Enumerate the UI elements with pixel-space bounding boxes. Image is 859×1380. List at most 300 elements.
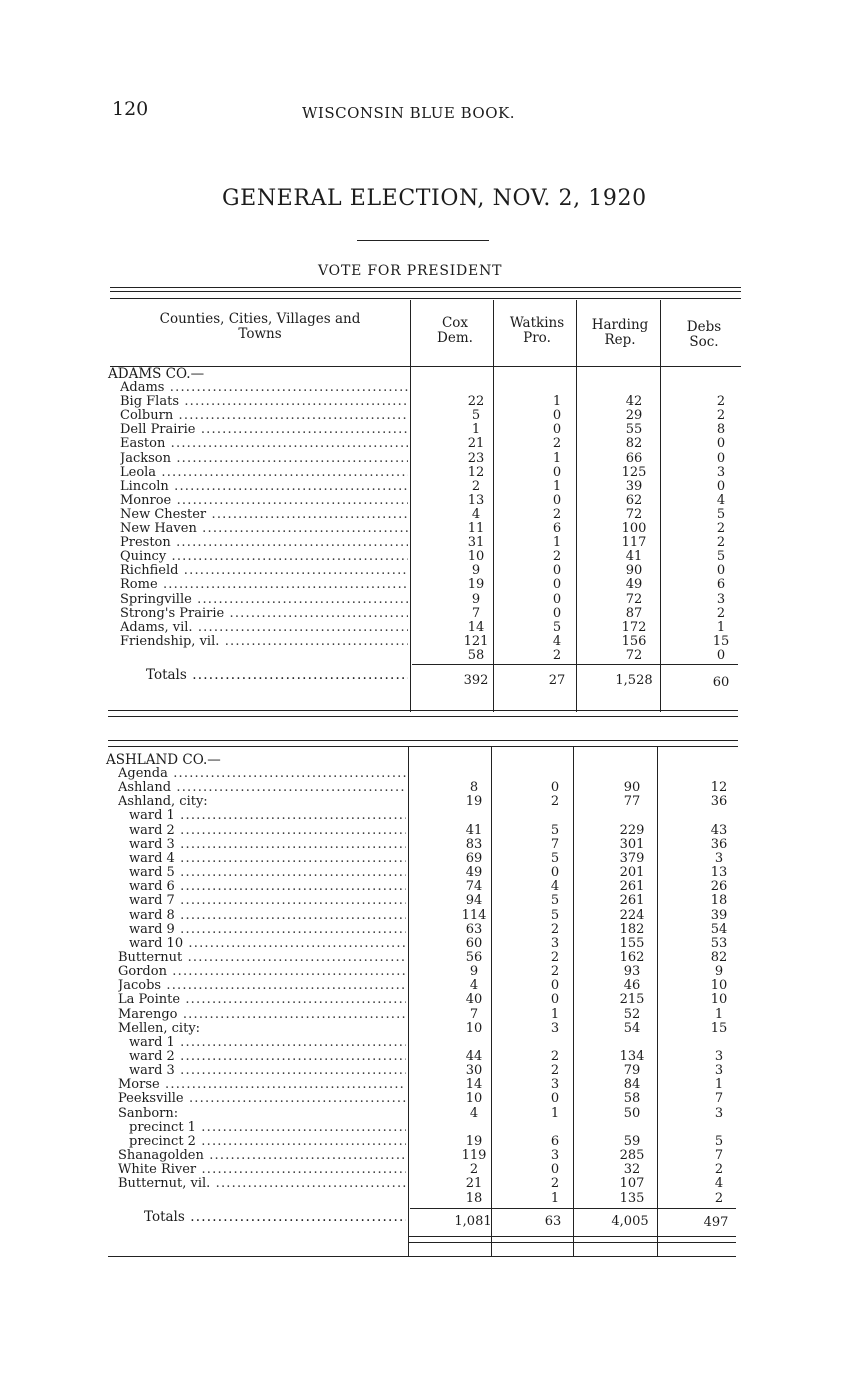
place-name: ward 3 .....	[129, 838, 406, 852]
totals-label: Totals .....	[144, 1210, 406, 1224]
cox-votes: 14	[465, 1077, 483, 1093]
watkins-header-party: Pro.	[523, 330, 551, 346]
place-name: Springville .....	[120, 593, 408, 607]
cox-votes: 22	[467, 394, 485, 410]
place-column-header	[140, 312, 380, 342]
debs-votes: 54	[710, 921, 728, 937]
watkins-votes: 1	[550, 1105, 560, 1121]
cox-votes: 11	[467, 521, 485, 536]
table-row	[0, 564, 859, 578]
table-bottom-rule	[108, 1256, 736, 1257]
debs-votes: 2	[716, 394, 726, 410]
cox-votes: 18	[465, 1190, 483, 1206]
debs-total: 497	[703, 1215, 729, 1230]
table-row	[0, 536, 859, 550]
cox-votes: 13	[467, 492, 485, 508]
cox-votes: 63	[465, 921, 483, 937]
header-bottom-rule	[110, 366, 741, 367]
watkins-votes: 4	[552, 633, 562, 649]
watkins-header-name: Watkins	[509, 315, 565, 331]
debs-votes: 5	[714, 1133, 724, 1149]
cox-votes: 60	[465, 935, 483, 951]
cox-votes: 5	[471, 408, 481, 424]
place-name: Easton .....	[120, 437, 408, 451]
watkins-votes: 6	[552, 521, 562, 536]
place-name: ward 2 .....	[129, 824, 406, 838]
title-rule	[357, 240, 489, 241]
place-name: Richfield .....	[120, 564, 408, 578]
table-row	[0, 649, 859, 663]
place-name: Colburn .....	[120, 409, 408, 423]
table-row	[0, 880, 859, 894]
table-row	[0, 1135, 859, 1149]
cox-votes: 31	[467, 535, 485, 551]
table-row	[0, 781, 859, 795]
cox-votes: 94	[465, 893, 483, 909]
cox-votes: 44	[465, 1049, 483, 1064]
debs-votes: 7	[714, 1148, 724, 1164]
harding-votes: 41	[625, 549, 643, 565]
cox-votes: 23	[467, 450, 485, 466]
watkins-votes: 2	[552, 549, 562, 565]
harding-votes: 52	[623, 1006, 641, 1022]
debs-votes: 4	[714, 1176, 724, 1192]
debs-votes: 5	[716, 506, 726, 522]
harding-votes: 82	[625, 436, 643, 452]
harding-votes: 54	[623, 1020, 641, 1036]
debs-votes: 15	[710, 1020, 728, 1036]
place-header-line1: Counties, Cities, Villages and	[159, 311, 361, 327]
debs-votes: 26	[710, 879, 728, 895]
table-row	[0, 937, 859, 951]
harding-votes: 79	[623, 1063, 641, 1079]
place-name: Butternut, vil. .....	[118, 1177, 406, 1191]
debs-votes: 2	[714, 1190, 724, 1206]
debs-votes: 8	[716, 422, 726, 438]
cox-column-header	[420, 316, 490, 346]
place-name: Leola .....	[120, 466, 408, 480]
cox-votes: 41	[465, 822, 483, 838]
place-name: Ashland .....	[118, 781, 406, 795]
debs-votes: 82	[710, 949, 728, 965]
table-row	[0, 767, 859, 781]
harding-votes: 84	[623, 1077, 641, 1093]
place-name: Preston .....	[120, 536, 408, 550]
debs-votes: 4	[716, 492, 726, 508]
debs-votes: 10	[710, 978, 728, 994]
cox-votes: 40	[465, 992, 483, 1008]
place-name: Dell Prairie .....	[120, 423, 408, 437]
harding-votes: 215	[619, 992, 645, 1008]
harding-votes: 379	[619, 850, 645, 866]
table-row	[0, 578, 859, 592]
place-name: ward 9 .....	[129, 923, 406, 937]
place-name: ward 3 .....	[129, 1064, 406, 1078]
running-head: WISCONSIN BLUE BOOK.	[302, 104, 516, 122]
harding-votes: 93	[623, 964, 641, 980]
debs-votes: 18	[710, 893, 728, 909]
cox-votes: 9	[471, 563, 481, 579]
harding-votes: 62	[625, 492, 643, 508]
debs-votes: 2	[714, 1162, 724, 1178]
harding-total: 1,528	[615, 673, 653, 688]
section-bottom-rule-2	[408, 1242, 736, 1243]
cox-votes: 7	[471, 605, 481, 621]
cox-votes: 2	[471, 478, 481, 494]
cox-votes: 69	[465, 850, 483, 866]
debs-votes: 13	[710, 865, 728, 881]
watkins-votes: 2	[552, 647, 562, 663]
watkins-votes: 2	[550, 794, 560, 810]
place-name: Jackson .....	[120, 452, 408, 466]
place-name: ward 1 .....	[129, 809, 406, 823]
debs-header-name: Debs	[686, 319, 722, 335]
totals-rule	[412, 664, 738, 665]
harding-votes: 29	[625, 408, 643, 424]
watkins-votes: 3	[550, 1148, 560, 1164]
cox-votes: 19	[467, 577, 485, 593]
debs-votes: 2	[716, 408, 726, 424]
table-row	[0, 607, 859, 621]
cox-votes: 4	[471, 506, 481, 522]
watkins-votes: 4	[550, 879, 560, 895]
harding-column-header	[582, 318, 658, 348]
watkins-total: 63	[544, 1214, 562, 1229]
debs-votes: 3	[714, 1063, 724, 1079]
harding-votes: 72	[625, 506, 643, 522]
table-row	[0, 1078, 859, 1092]
place-name: Butternut .....	[118, 951, 406, 965]
place-name: ward 6 .....	[129, 880, 406, 894]
table-row	[0, 395, 859, 409]
table-row	[0, 795, 859, 809]
section-top-rule-2	[108, 746, 738, 747]
debs-votes: 53	[710, 935, 728, 951]
harding-votes: 201	[619, 865, 645, 881]
debs-votes: 3	[714, 850, 724, 866]
totals-rule	[410, 1208, 736, 1209]
place-name: Mellen, city:	[118, 1021, 201, 1036]
debs-column-header	[668, 320, 740, 350]
cox-votes: 49	[465, 865, 483, 881]
table-row	[0, 1092, 859, 1106]
place-name: ward 1 .....	[129, 1036, 406, 1050]
debs-votes: 0	[716, 563, 726, 579]
harding-votes: 90	[625, 563, 643, 579]
place-name: precinct 1 .....	[129, 1121, 406, 1135]
place-name: Morse .....	[118, 1078, 406, 1092]
section-top-rule	[108, 740, 738, 741]
debs-votes: 6	[716, 577, 726, 593]
cox-votes: 56	[465, 949, 483, 965]
harding-total: 4,005	[611, 1214, 649, 1229]
harding-votes: 32	[623, 1162, 641, 1178]
cox-votes: 9	[469, 964, 479, 980]
harding-header-name: Harding	[591, 317, 649, 333]
cox-votes: 19	[465, 794, 483, 810]
watkins-votes: 5	[550, 907, 560, 923]
debs-votes: 3	[714, 1049, 724, 1064]
debs-votes: 1	[716, 619, 726, 635]
cox-votes: 1	[471, 422, 481, 438]
table-row	[0, 466, 859, 480]
watkins-votes: 1	[550, 1006, 560, 1022]
place-name: precinct 2 .....	[129, 1135, 406, 1149]
harding-votes: 285	[619, 1148, 645, 1164]
ashland-totals-row	[0, 1210, 859, 1230]
place-name: New Haven .....	[120, 522, 408, 536]
table-top-rule-2	[110, 291, 741, 292]
place-name: Jacobs .....	[118, 979, 406, 993]
debs-header-party: Soc.	[689, 334, 719, 350]
cox-votes: 19	[465, 1133, 483, 1149]
place-name: Big Flats .....	[120, 395, 408, 409]
debs-votes: 2	[716, 535, 726, 551]
cox-votes: 12	[467, 464, 485, 480]
place-name: Strong's Prairie .....	[120, 607, 408, 621]
watkins-votes: 2	[550, 1063, 560, 1079]
page-title: GENERAL ELECTION, NOV. 2, 1920	[222, 186, 647, 211]
table-row	[0, 1050, 859, 1064]
cox-votes: 30	[465, 1063, 483, 1079]
debs-votes: 0	[716, 450, 726, 466]
cox-votes: 58	[467, 647, 485, 663]
cox-votes: 10	[467, 549, 485, 565]
place-name: Friendship, vil. .....	[120, 635, 408, 649]
cox-votes: 83	[465, 836, 483, 852]
table-row	[0, 621, 859, 635]
watkins-votes: 1	[552, 535, 562, 551]
place-name: La Pointe .....	[118, 993, 406, 1007]
cox-votes: 74	[465, 879, 483, 895]
debs-votes: 1	[714, 1006, 724, 1022]
harding-votes: 155	[619, 935, 645, 951]
place-name: Marengo .....	[118, 1008, 406, 1022]
place-name: ward 4 .....	[129, 852, 406, 866]
debs-votes: 39	[710, 907, 728, 923]
place-name: ward 5 .....	[129, 866, 406, 880]
table-top-rule	[110, 287, 741, 288]
table-row	[0, 1121, 859, 1135]
debs-votes: 2	[716, 605, 726, 621]
harding-votes: 66	[625, 450, 643, 466]
place-name: Rome .....	[120, 578, 408, 592]
harding-votes: 162	[619, 949, 645, 965]
place-name: Adams, vil. .....	[120, 621, 408, 635]
watkins-votes: 0	[552, 464, 562, 480]
cox-votes: 121	[463, 633, 489, 649]
county-name-adams: ADAMS CO.—	[108, 366, 205, 382]
debs-votes: 0	[716, 478, 726, 494]
watkins-votes: 5	[552, 619, 562, 635]
watkins-votes: 0	[550, 978, 560, 994]
place-name: White River .....	[118, 1163, 406, 1177]
harding-votes: 125	[621, 464, 647, 480]
debs-votes: 9	[714, 964, 724, 980]
watkins-votes: 2	[550, 964, 560, 980]
harding-votes: 72	[625, 591, 643, 607]
cox-header-party: Dem.	[437, 330, 473, 346]
debs-votes: 2	[716, 521, 726, 536]
cox-votes: 2	[469, 1162, 479, 1178]
place-name: Lincoln .....	[120, 480, 408, 494]
table-row	[0, 522, 859, 536]
table-row	[0, 809, 859, 823]
table-row	[0, 824, 859, 838]
table-row	[0, 1177, 859, 1191]
table-row	[0, 1149, 859, 1163]
table-row	[0, 1192, 859, 1206]
watkins-votes: 0	[550, 1162, 560, 1178]
place-name: Monroe .....	[120, 494, 408, 508]
table-row	[0, 508, 859, 522]
harding-votes: 49	[625, 577, 643, 593]
harding-header-party: Rep.	[604, 332, 636, 348]
watkins-votes: 2	[550, 921, 560, 937]
cox-votes: 14	[467, 619, 485, 635]
debs-total: 60	[712, 675, 730, 690]
totals-label: Totals .....	[146, 668, 408, 682]
watkins-votes: 3	[550, 1077, 560, 1093]
place-name: ward 2 .....	[129, 1050, 406, 1064]
cox-votes: 4	[469, 978, 479, 994]
debs-votes: 7	[714, 1091, 724, 1107]
place-name: Peeksville .....	[118, 1092, 406, 1106]
cox-votes: 4	[469, 1105, 479, 1121]
table-row	[0, 423, 859, 437]
harding-votes: 77	[623, 794, 641, 810]
watkins-column-header	[500, 316, 574, 346]
harding-votes: 156	[621, 633, 647, 649]
harding-votes: 39	[625, 478, 643, 494]
cox-total: 392	[463, 673, 489, 688]
watkins-votes: 5	[550, 822, 560, 838]
table-row	[0, 923, 859, 937]
table-row	[0, 409, 859, 423]
debs-votes: 12	[710, 780, 728, 796]
harding-votes: 301	[619, 836, 645, 852]
watkins-votes: 0	[550, 780, 560, 796]
debs-votes: 5	[716, 549, 726, 565]
place-name: Shanagolden .....	[118, 1149, 406, 1163]
cox-votes: 9	[471, 591, 481, 607]
debs-votes: 36	[710, 794, 728, 810]
watkins-votes: 6	[550, 1133, 560, 1149]
harding-votes: 172	[621, 619, 647, 635]
watkins-votes: 2	[550, 949, 560, 965]
adams-totals-row	[0, 668, 859, 690]
harding-votes: 90	[623, 780, 641, 796]
place-name: Ashland, city:	[118, 795, 208, 810]
debs-votes: 1	[714, 1077, 724, 1093]
watkins-votes: 2	[550, 1176, 560, 1192]
watkins-votes: 0	[550, 865, 560, 881]
harding-votes: 59	[623, 1133, 641, 1149]
table-row	[0, 909, 859, 923]
debs-votes: 0	[716, 436, 726, 452]
watkins-votes: 7	[550, 836, 560, 852]
place-name: ward 7 .....	[129, 894, 406, 908]
cox-votes: 119	[461, 1148, 487, 1164]
harding-votes: 134	[619, 1049, 645, 1064]
table-row	[0, 494, 859, 508]
harding-votes: 55	[625, 422, 643, 438]
place-header-line2: Towns	[238, 326, 282, 342]
table-row	[0, 381, 859, 395]
debs-votes: 3	[714, 1105, 724, 1121]
harding-votes: 87	[625, 605, 643, 621]
watkins-votes: 1	[552, 450, 562, 466]
cox-votes: 21	[465, 1176, 483, 1192]
debs-votes: 3	[716, 591, 726, 607]
harding-votes: 46	[623, 978, 641, 994]
table-row	[0, 951, 859, 965]
cox-votes: 10	[465, 1091, 483, 1107]
table-row	[0, 1036, 859, 1050]
watkins-votes: 1	[552, 478, 562, 494]
table-row	[0, 1107, 859, 1121]
place-name: Adams .....	[120, 381, 408, 395]
place-name: Quincy .....	[120, 550, 408, 564]
watkins-votes: 0	[552, 577, 562, 593]
watkins-votes: 0	[552, 422, 562, 438]
place-name: Sanborn:	[118, 1106, 179, 1121]
debs-votes: 36	[710, 836, 728, 852]
table-row	[0, 437, 859, 451]
cox-votes: 8	[469, 780, 479, 796]
harding-votes: 107	[619, 1176, 645, 1192]
watkins-votes: 1	[550, 1190, 560, 1206]
table-row	[0, 1163, 859, 1177]
section-bottom-rule	[108, 710, 738, 711]
watkins-votes: 1	[552, 394, 562, 410]
section-bottom-rule-2	[108, 716, 738, 717]
watkins-votes: 2	[552, 436, 562, 452]
watkins-votes: 0	[552, 492, 562, 508]
table-title: VOTE FOR PRESIDENT	[318, 263, 503, 279]
cox-total: 1,081	[454, 1214, 492, 1229]
table-row	[0, 838, 859, 852]
cox-votes: 114	[461, 907, 487, 923]
harding-votes: 261	[619, 879, 645, 895]
section-bottom-rule	[408, 1236, 736, 1237]
watkins-votes: 5	[550, 893, 560, 909]
place-name: ward 8 .....	[129, 909, 406, 923]
table-row	[0, 550, 859, 564]
watkins-total: 27	[548, 673, 566, 688]
harding-votes: 72	[625, 647, 643, 663]
cox-votes: 10	[465, 1020, 483, 1036]
watkins-votes: 0	[552, 563, 562, 579]
cox-votes: 7	[469, 1006, 479, 1022]
harding-votes: 58	[623, 1091, 641, 1107]
page-number: 120	[112, 98, 149, 120]
harding-votes: 100	[621, 521, 647, 536]
harding-votes: 261	[619, 893, 645, 909]
watkins-votes: 3	[550, 935, 560, 951]
table-row	[0, 1008, 859, 1022]
debs-votes: 0	[716, 647, 726, 663]
watkins-votes: 0	[552, 408, 562, 424]
watkins-votes: 5	[550, 850, 560, 866]
place-name: Gordon .....	[118, 965, 406, 979]
watkins-votes: 0	[550, 1091, 560, 1107]
table-top-rule-3	[110, 298, 741, 299]
table-row	[0, 979, 859, 993]
place-name: Agenda .....	[118, 767, 406, 781]
table-row	[0, 635, 859, 649]
table-row	[0, 965, 859, 979]
